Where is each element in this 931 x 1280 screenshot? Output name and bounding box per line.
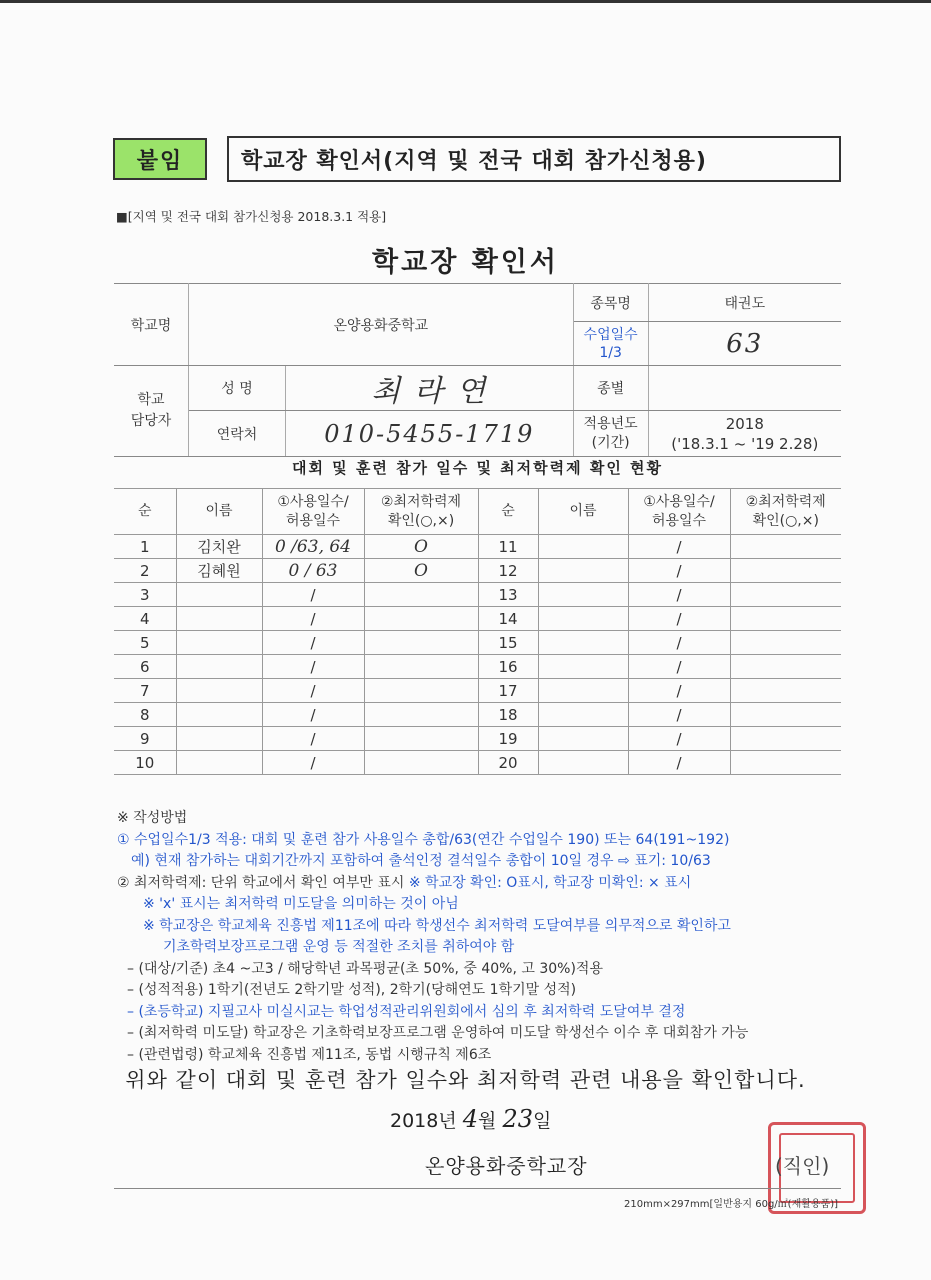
date-month: 4 [462,1105,479,1133]
cell-days2: / [628,559,730,583]
applies-note: ■[지역 및 전국 대회 참가신청용 2018.3.1 적용] [116,209,387,224]
cell-no: 3 [114,583,176,607]
note-line-8: – (성적적용) 1학기(전년도 2학기말 성적), 2학기(당해연도 1학기말 성적) [127,982,577,998]
cell-no2: 19 [478,727,538,751]
cell-check2 [730,631,841,655]
cell-days: / [262,751,364,775]
tally-table [114,488,841,775]
school-name: 온양용화중학교 [189,284,574,366]
year-value-line1: 2018 [725,414,764,433]
issue-date [390,1105,551,1133]
cell-days2: / [628,607,730,631]
col-check-line2: 확인(○,×) [387,512,455,529]
manager-label-line1: 학교 [137,392,165,408]
top-border [0,0,931,3]
col-days-line2: 허용일수 [285,512,341,529]
cell-name2 [538,583,628,607]
table-row [114,679,841,703]
cell-name [176,703,262,727]
cell-check [364,607,478,631]
days-label [573,322,648,366]
cell-check [364,583,478,607]
table-row [114,535,841,559]
cell-check [364,655,478,679]
note-line-4: ※ 'x' 표시는 최저학력 미도달을 의미하는 것이 아님 [143,896,459,912]
cell-days2: / [628,703,730,727]
cell-days2: / [628,655,730,679]
table-row [114,655,841,679]
cell-no: 9 [114,727,176,751]
col-no: 순 [114,489,176,535]
cell-check: O [364,535,478,559]
section-title: 대회 및 훈련 참가 일수 및 최저학력제 확인 현황 [291,459,664,477]
cell-days: / [262,655,364,679]
info-table [114,283,841,457]
note-line-0: ※ 작성방법 [117,810,188,826]
date-day: 23 [502,1105,533,1133]
seal-label: (직인) [775,1154,830,1178]
col-check [364,489,478,535]
cell-name2 [538,535,628,559]
paper-spec: 210mm×297mm[일반용지 60g/㎡(재활용품)] [624,1199,839,1210]
cell-name2 [538,631,628,655]
cell-name [176,727,262,751]
cell-check [364,751,478,775]
cell-no: 6 [114,655,176,679]
event-value: 태권도 [648,284,841,322]
col-name: 이름 [176,489,262,535]
col-days-2-line2: 허용일수 [651,512,707,529]
date-year: 2018년 [390,1110,457,1132]
days-label-line2: 1/3 [599,344,622,361]
cell-days: / [262,631,364,655]
cell-days2: / [628,535,730,559]
cell-name [176,679,262,703]
cell-no2: 18 [478,703,538,727]
cell-no: 1 [114,535,176,559]
table-row [114,631,841,655]
col-no-2: 순 [478,489,538,535]
year-label [573,411,648,457]
cell-check2 [730,655,841,679]
cell-days: / [262,679,364,703]
cell-no2: 17 [478,679,538,703]
date-month-unit: 월 [478,1110,497,1132]
gender-value [648,366,841,411]
cell-check2 [730,583,841,607]
days-value: 63 [648,322,841,366]
attachment-badge: 붙임 [113,138,207,180]
col-days-line1: ①사용일수/ [277,493,349,510]
cell-days2: / [628,751,730,775]
year-value [648,411,841,457]
manager-label-line2: 담당자 [130,413,172,429]
note-line-3-blue: ※ 학교장 확인: O표시, 학교장 미확인: × 표시 [408,874,692,891]
main-title: 학교장 확인서 [372,247,559,278]
cell-check [364,631,478,655]
cell-name [176,655,262,679]
manager-label [114,366,189,457]
cell-name [176,583,262,607]
cell-days2: / [628,727,730,751]
col-check-2 [730,489,841,535]
school-label: 학교명 [114,284,189,366]
col-check-line1: ②최저학력제 [380,493,462,510]
cell-no: 5 [114,631,176,655]
note-line-6: 기초학력보장프로그램 운영 등 적절한 조치를 취하여야 함 [163,939,515,955]
note-line-10: – (최저학력 미도달) 학교장은 기초학력보장프로그램 운영하여 미도달 학생선수 이수 후 대회참가 가능 [127,1025,749,1041]
note-line-3-prefix: ② 최저학력제: 단위 학교에서 확인 여부만 표시 [117,874,409,891]
table-row [114,751,841,775]
cell-days: / [262,703,364,727]
cell-name2 [538,727,628,751]
col-name-2: 이름 [538,489,628,535]
col-check-2-line1: ②최저학력제 [745,493,826,510]
note-line-3 [117,873,857,895]
contact-label: 연락처 [189,411,286,457]
cell-days2: / [628,631,730,655]
cell-name [176,631,262,655]
table-row [114,559,841,583]
cell-name: 김치완 [176,535,262,559]
cell-check2 [730,679,841,703]
cell-check: O [364,559,478,583]
cell-no2: 16 [478,655,538,679]
cell-name2 [538,559,628,583]
cell-name [176,751,262,775]
col-days-2 [628,489,730,535]
cell-no2: 12 [478,559,538,583]
table-row [114,583,841,607]
cell-name2 [538,679,628,703]
cell-days: / [262,727,364,751]
cell-no: 10 [114,751,176,775]
year-value-line2: ('18.3.1 ~ '19 2.28) [671,434,819,453]
cell-days2: / [628,679,730,703]
cell-no: 7 [114,679,176,703]
principal-title: 온양용화중학교장 [425,1154,588,1178]
confirmation-statement: 위와 같이 대회 및 훈련 참가 일수와 최저학력 관련 내용을 확인합니다. [125,1068,806,1092]
col-check-2-line2: 확인(○,×) [752,512,819,529]
gender-label: 종별 [573,366,648,411]
cell-no2: 13 [478,583,538,607]
days-label-line1: 수업일수 [583,326,638,343]
bottom-rule [114,1188,841,1189]
cell-name2 [538,703,628,727]
contact-value: 010-5455-1719 [286,411,574,457]
cell-days2: / [628,583,730,607]
cell-name2 [538,655,628,679]
cell-no: 2 [114,559,176,583]
writing-guide [117,808,857,1066]
cell-check2 [730,727,841,751]
cell-check [364,679,478,703]
year-label-line1: 적용년도 [583,415,638,432]
name-label: 성 명 [189,366,286,411]
cell-no: 4 [114,607,176,631]
cell-check2 [730,703,841,727]
note-line-9: – (초등학교) 지필고사 미실시교는 학업성적관리위원회에서 심의 후 최저학력 도달여부 결정 [127,1003,686,1020]
name-value: 최 라 연 [286,366,574,411]
note-line-11: – (관련법령) 학교체육 진흥법 제11조, 동법 시행규칙 제6조 [127,1046,492,1063]
cell-no2: 11 [478,535,538,559]
cell-days: / [262,583,364,607]
cell-name: 김혜원 [176,559,262,583]
cell-check2 [730,559,841,583]
cell-name2 [538,607,628,631]
cell-no2: 20 [478,751,538,775]
cell-name [176,607,262,631]
event-label: 종목명 [573,284,648,322]
document-title: 학교장 확인서(지역 및 전국 대회 참가신청용) [227,136,841,182]
cell-name2 [538,751,628,775]
tally-header-row [114,489,841,535]
cell-days: 0 / 63 [262,559,364,583]
table-row [114,703,841,727]
note-line-7: – (대상/기준) 초4 ~고3 / 해당학년 과목평균(초 50%, 중 40%, 고 30%)적용 [127,960,603,977]
cell-no: 8 [114,703,176,727]
cell-check [364,703,478,727]
cell-days: 0 /63, 64 [262,535,364,559]
col-days [262,489,364,535]
table-row [114,607,841,631]
cell-no2: 14 [478,607,538,631]
year-label-line2: (기간) [591,434,630,451]
cell-check2 [730,535,841,559]
cell-check2 [730,751,841,775]
cell-no2: 15 [478,631,538,655]
date-day-unit: 일 [533,1110,552,1132]
table-row [114,727,841,751]
cell-check [364,727,478,751]
note-line-2: 예) 현재 참가하는 대회기간까지 포함하여 출석인정 결석일수 총합이 10일 경우 ⇨ 표기: 10/63 [131,853,711,869]
note-line-1: ① 수업일수1/3 적용: 대회 및 훈련 참가 사용일수 총합/63(연간 수업일수 190) 또는 64(191~192) [117,831,730,848]
cell-check2 [730,607,841,631]
col-days-2-line1: ①사용일수/ [643,493,715,510]
note-line-5: ※ 학교장은 학교체육 진흥법 제11조에 따라 학생선수 최저학력 도달여부를 의무적으로 확인하고 [143,917,731,934]
cell-days: / [262,607,364,631]
